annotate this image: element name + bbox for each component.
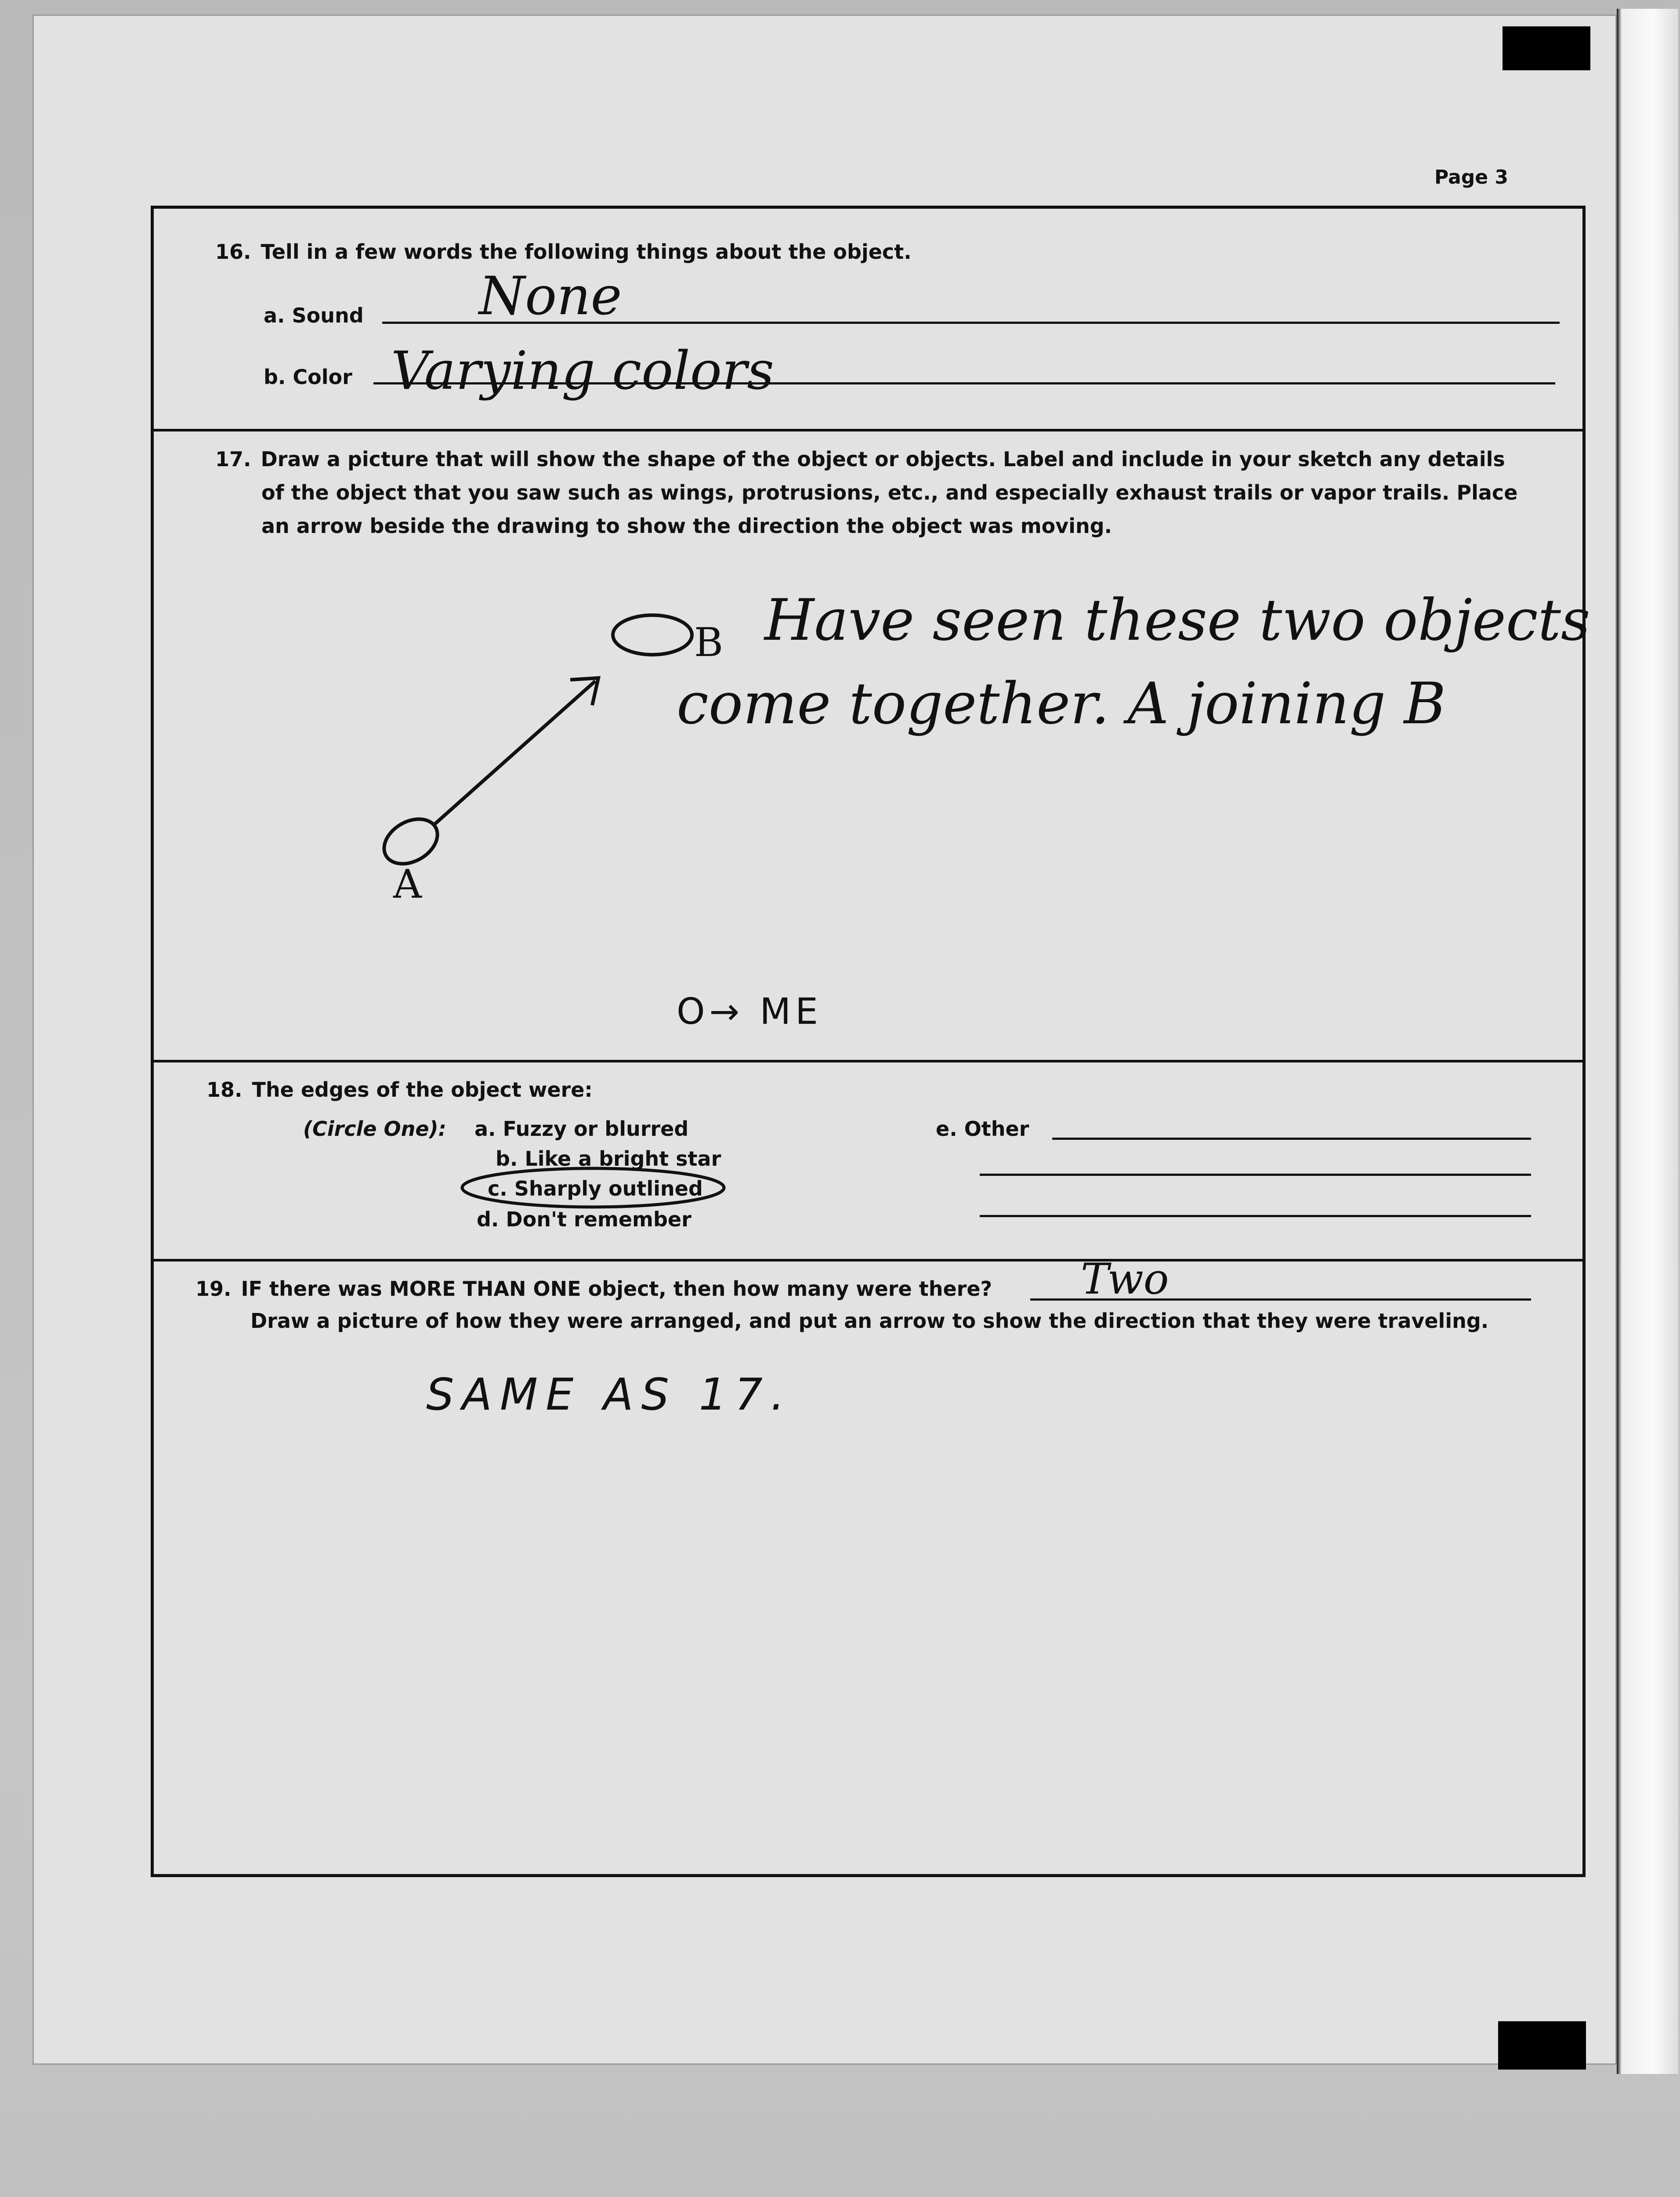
registration-mark-top [1503,26,1590,70]
sketch-label-b: B [694,620,724,666]
color-answer: Varying colors [391,341,774,402]
edge-option-d: d. Don't remember [477,1207,692,1231]
q19-prompt-line2: Draw a picture of how they were arranged, and put an arrow to show the direction that they were traveling. [250,1309,1489,1333]
q17-prompt: 17. Draw a picture that will show the shape of the object or objects. Label and include in your sketch any details [215,447,1505,471]
sound-answer: None [479,266,622,327]
sketch-label-a: A [393,861,422,907]
q17-prompt-line2: of the object that you saw such as wings, protrusions, etc., and especially exhaust trails or vapor trails. Place [261,481,1518,504]
other-answer-line-1 [1052,1138,1531,1140]
q19-sketch-answer: SAME AS 17. [426,1369,793,1420]
q19-prompt: 19. IF there was MORE THAN ONE object, then how many were there? [196,1277,992,1301]
questionnaire-form [151,206,1590,1877]
direction-note: O→ ME [677,991,822,1033]
edge-option-other-label: e. Other [936,1117,1029,1141]
q18-instruction: (Circle One): [303,1117,446,1141]
other-answer-line-2 [980,1174,1531,1176]
edge-option-a: a. Fuzzy or blurred [474,1117,689,1141]
q16-prompt: 16. Tell in a few words the following things about the object. [215,240,912,264]
q16-sound-label: a. Sound [264,304,364,327]
edge-option-c: c. Sharply outlined [488,1177,703,1200]
sketch-note-line2: come together. A joining B [677,670,1446,737]
page-number: Page 3 [1434,166,1509,189]
film-edge [1617,9,1678,2074]
edge-option-b: b. Like a bright star [496,1147,721,1171]
sketch-note-line1: Have seen these two objects [764,587,1590,653]
registration-mark-bottom [1498,2021,1586,2070]
count-answer: Two [1081,1254,1169,1304]
q18-prompt: 18. The edges of the object were: [206,1078,593,1102]
other-answer-line-3 [980,1215,1531,1217]
q16-color-label: b. Color [264,365,352,389]
selection-circle [154,209,1589,1880]
q17-prompt-line3: an arrow beside the drawing to show the direction the object was moving. [261,514,1112,538]
